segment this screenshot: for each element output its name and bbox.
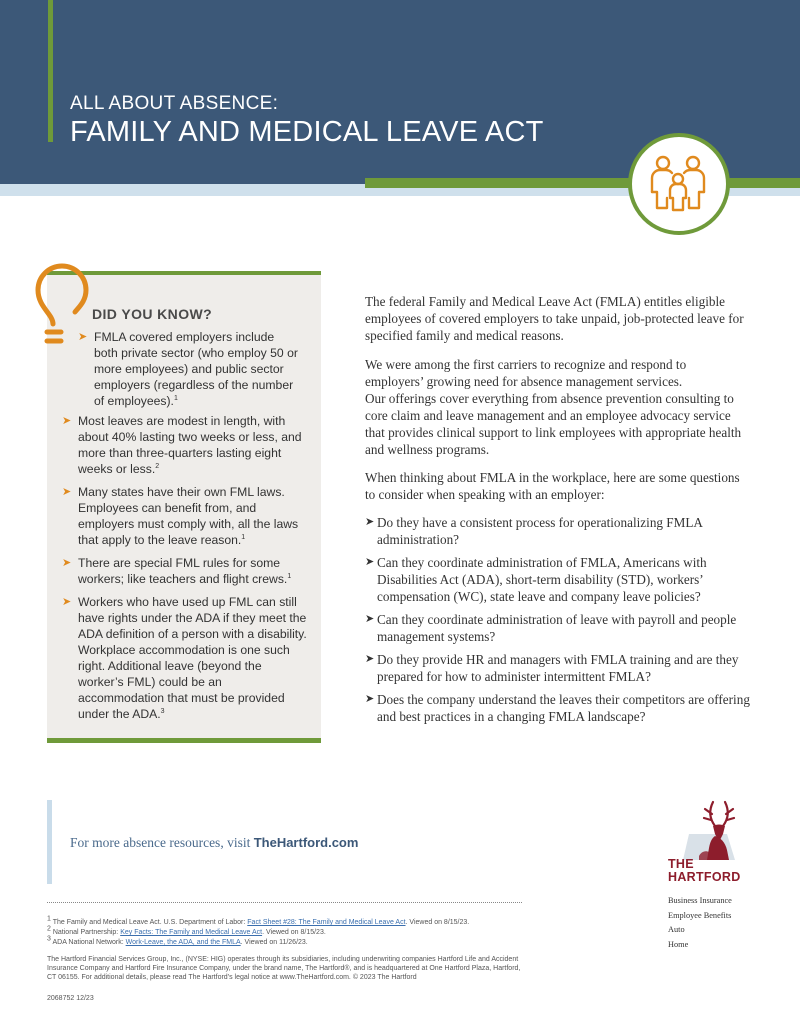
arrow-bullet-icon: ➤ [365, 653, 375, 665]
arrow-bullet-icon: ➤ [365, 693, 375, 705]
list-item: ➤ Can they coordinate administration of FMLA, Americans with Disabilities Act (ADA), short-term disability (STD), workers’ compensation (WC), state leave and company leave policies? [365, 555, 707, 604]
intro-paragraph: The federal Family and Medical Leave Act (FMLA) entitles eligible employees of covered employers to take unpaid, job-protected leave for specified family and medical reasons. [365, 294, 744, 343]
arrow-bullet-icon: ➤ [62, 596, 72, 608]
hartford-website-link[interactable]: TheHartford.com [253, 835, 359, 850]
footnote-1-link[interactable]: Fact Sheet #28: The Family and Medical Leave Act [247, 919, 406, 926]
footnote-ref: 1 [173, 394, 178, 402]
did-you-know-list [62, 413, 308, 729]
list-item: ➤ Workers who have used up FML can still have rights under the ADA if they meet the ADA definition of a person with a disability. Workplace accommodation is one such right. Additional leave (beyond the worker’s FML) could be an accommodation that must be provided under the ADA.$^3$ [62, 595, 307, 721]
arrow-bullet-icon: ➤ [365, 556, 375, 568]
footnote-ref: 2 [155, 462, 160, 470]
brand-line-home: Home [668, 939, 689, 949]
legal-notice: The Hartford Financial Services Group, Inc., (NYSE: HIG) operates through its subsidiaries, including underwriting companies Hartford Life and Accident Insurance Company and Hartford Fire Insurance Company, under the brand name, The Hartford®, and is headquartered at One Hartford Plaza, Hartford, CT 06155. For additional details, please read The Hartford’s legal notice at www.TheHartford.com. © 2023 The Hartford [47, 956, 521, 981]
footnote-ref: 3 [160, 707, 165, 715]
header-green-bar [365, 178, 800, 188]
header-kicker: ALL ABOUT ABSENCE: [70, 93, 279, 114]
arrow-bullet-icon: ➤ [62, 486, 72, 498]
arrow-bullet-icon: ➤ [62, 557, 72, 569]
did-you-know-title: DID YOU KNOW? [92, 306, 213, 322]
footnote-3: $^3$ ADA National Network: Work-Leave, the ADA, and the FMLA. Viewed on 11/26/23. [47, 935, 308, 946]
list-item: ➤ FMLA covered employers include both private sector (who employ 50 or more employees) and public sector employers (regardless of the number of employees).$^1$ [78, 330, 298, 408]
questions-list [365, 514, 750, 731]
list-item: ➤ There are special FML rules for some workers; like teachers and flight crews.$^1$ [62, 556, 292, 586]
footnote-ref: 1 [241, 533, 246, 541]
list-item: ➤ Do they provide HR and managers with FMLA training and are they prepared for how to administer intermittent FMLA? [365, 652, 739, 684]
stag-icon [665, 800, 753, 860]
hartford-wordmark: THE HARTFORD [668, 857, 741, 884]
footnote-1: $^1$ The Family and Medical Leave Act. U.S. Department of Labor: Fact Sheet #28: The Family and Medical Leave Act. Viewed on 8/15/23. [47, 915, 470, 926]
footnote-2-link[interactable]: Key Facts: The Family and Medical Leave Act [120, 929, 263, 936]
offerings-paragraph: We were among the first carriers to recognize and respond to employers’ growing need for absence management services. Our offerings cover everything from absence prevention consulting to core claim and leave management and an employee advocacy service that provides clinical support to link employees with appropriate health and wellness programs. [365, 357, 742, 457]
document-code: 2068752 12/23 [47, 995, 94, 1002]
family-badge [628, 133, 730, 235]
arrow-bullet-icon: ➤ [78, 331, 88, 343]
list-item: ➤ Do they have a consistent process for operationalizing FMLA administration? [365, 515, 703, 547]
brand-line-business: Business Insurance [668, 896, 732, 905]
footnote-divider [47, 902, 522, 903]
list-item: ➤ Can they coordinate administration of leave with payroll and people management systems? [365, 612, 737, 644]
list-item: ➤ Many states have their own FML laws. Employees can benefit from, and employers must comply with, all the laws that apply to the leave reason.$^1$ [62, 485, 299, 547]
brand-line-auto: Auto [668, 925, 685, 934]
brand-line-benefits: Employee Benefits [668, 910, 732, 920]
did-you-know-list-intro [78, 329, 298, 416]
family-icon [647, 152, 711, 216]
list-item: ➤ Does the company understand the leaves their competitors are offering and best practices in a changing FMLA landscape? [365, 692, 750, 724]
arrow-bullet-icon: ➤ [62, 415, 72, 427]
arrow-bullet-icon: ➤ [365, 516, 375, 528]
footnote-ref: 1 [287, 572, 292, 580]
arrow-bullet-icon: ➤ [365, 613, 375, 625]
footnote-3-link[interactable]: Work-Leave, the ADA, and the FMLA [125, 939, 241, 946]
list-item: ➤ Most leaves are modest in length, with about 40% lasting two weeks or less, and more than three-quarters lasting eight weeks or less.$^2$ [62, 414, 302, 476]
resources-callout: For more absence resources, visit TheHartford.com [70, 835, 359, 850]
brand-lines-list [668, 894, 732, 952]
questions-intro: When thinking about FMLA in the workplace, here are some questions to consider when speaking with an employer: [365, 470, 740, 502]
footnote-2: $^2$ National Partnership: Key Facts: The Family and Medical Leave Act. Viewed on 8/15/23. [47, 925, 326, 936]
header-accent-bar [48, 0, 53, 142]
page-title: FAMILY AND MEDICAL LEAVE ACT [70, 116, 544, 148]
resources-accent-bar [47, 800, 52, 884]
